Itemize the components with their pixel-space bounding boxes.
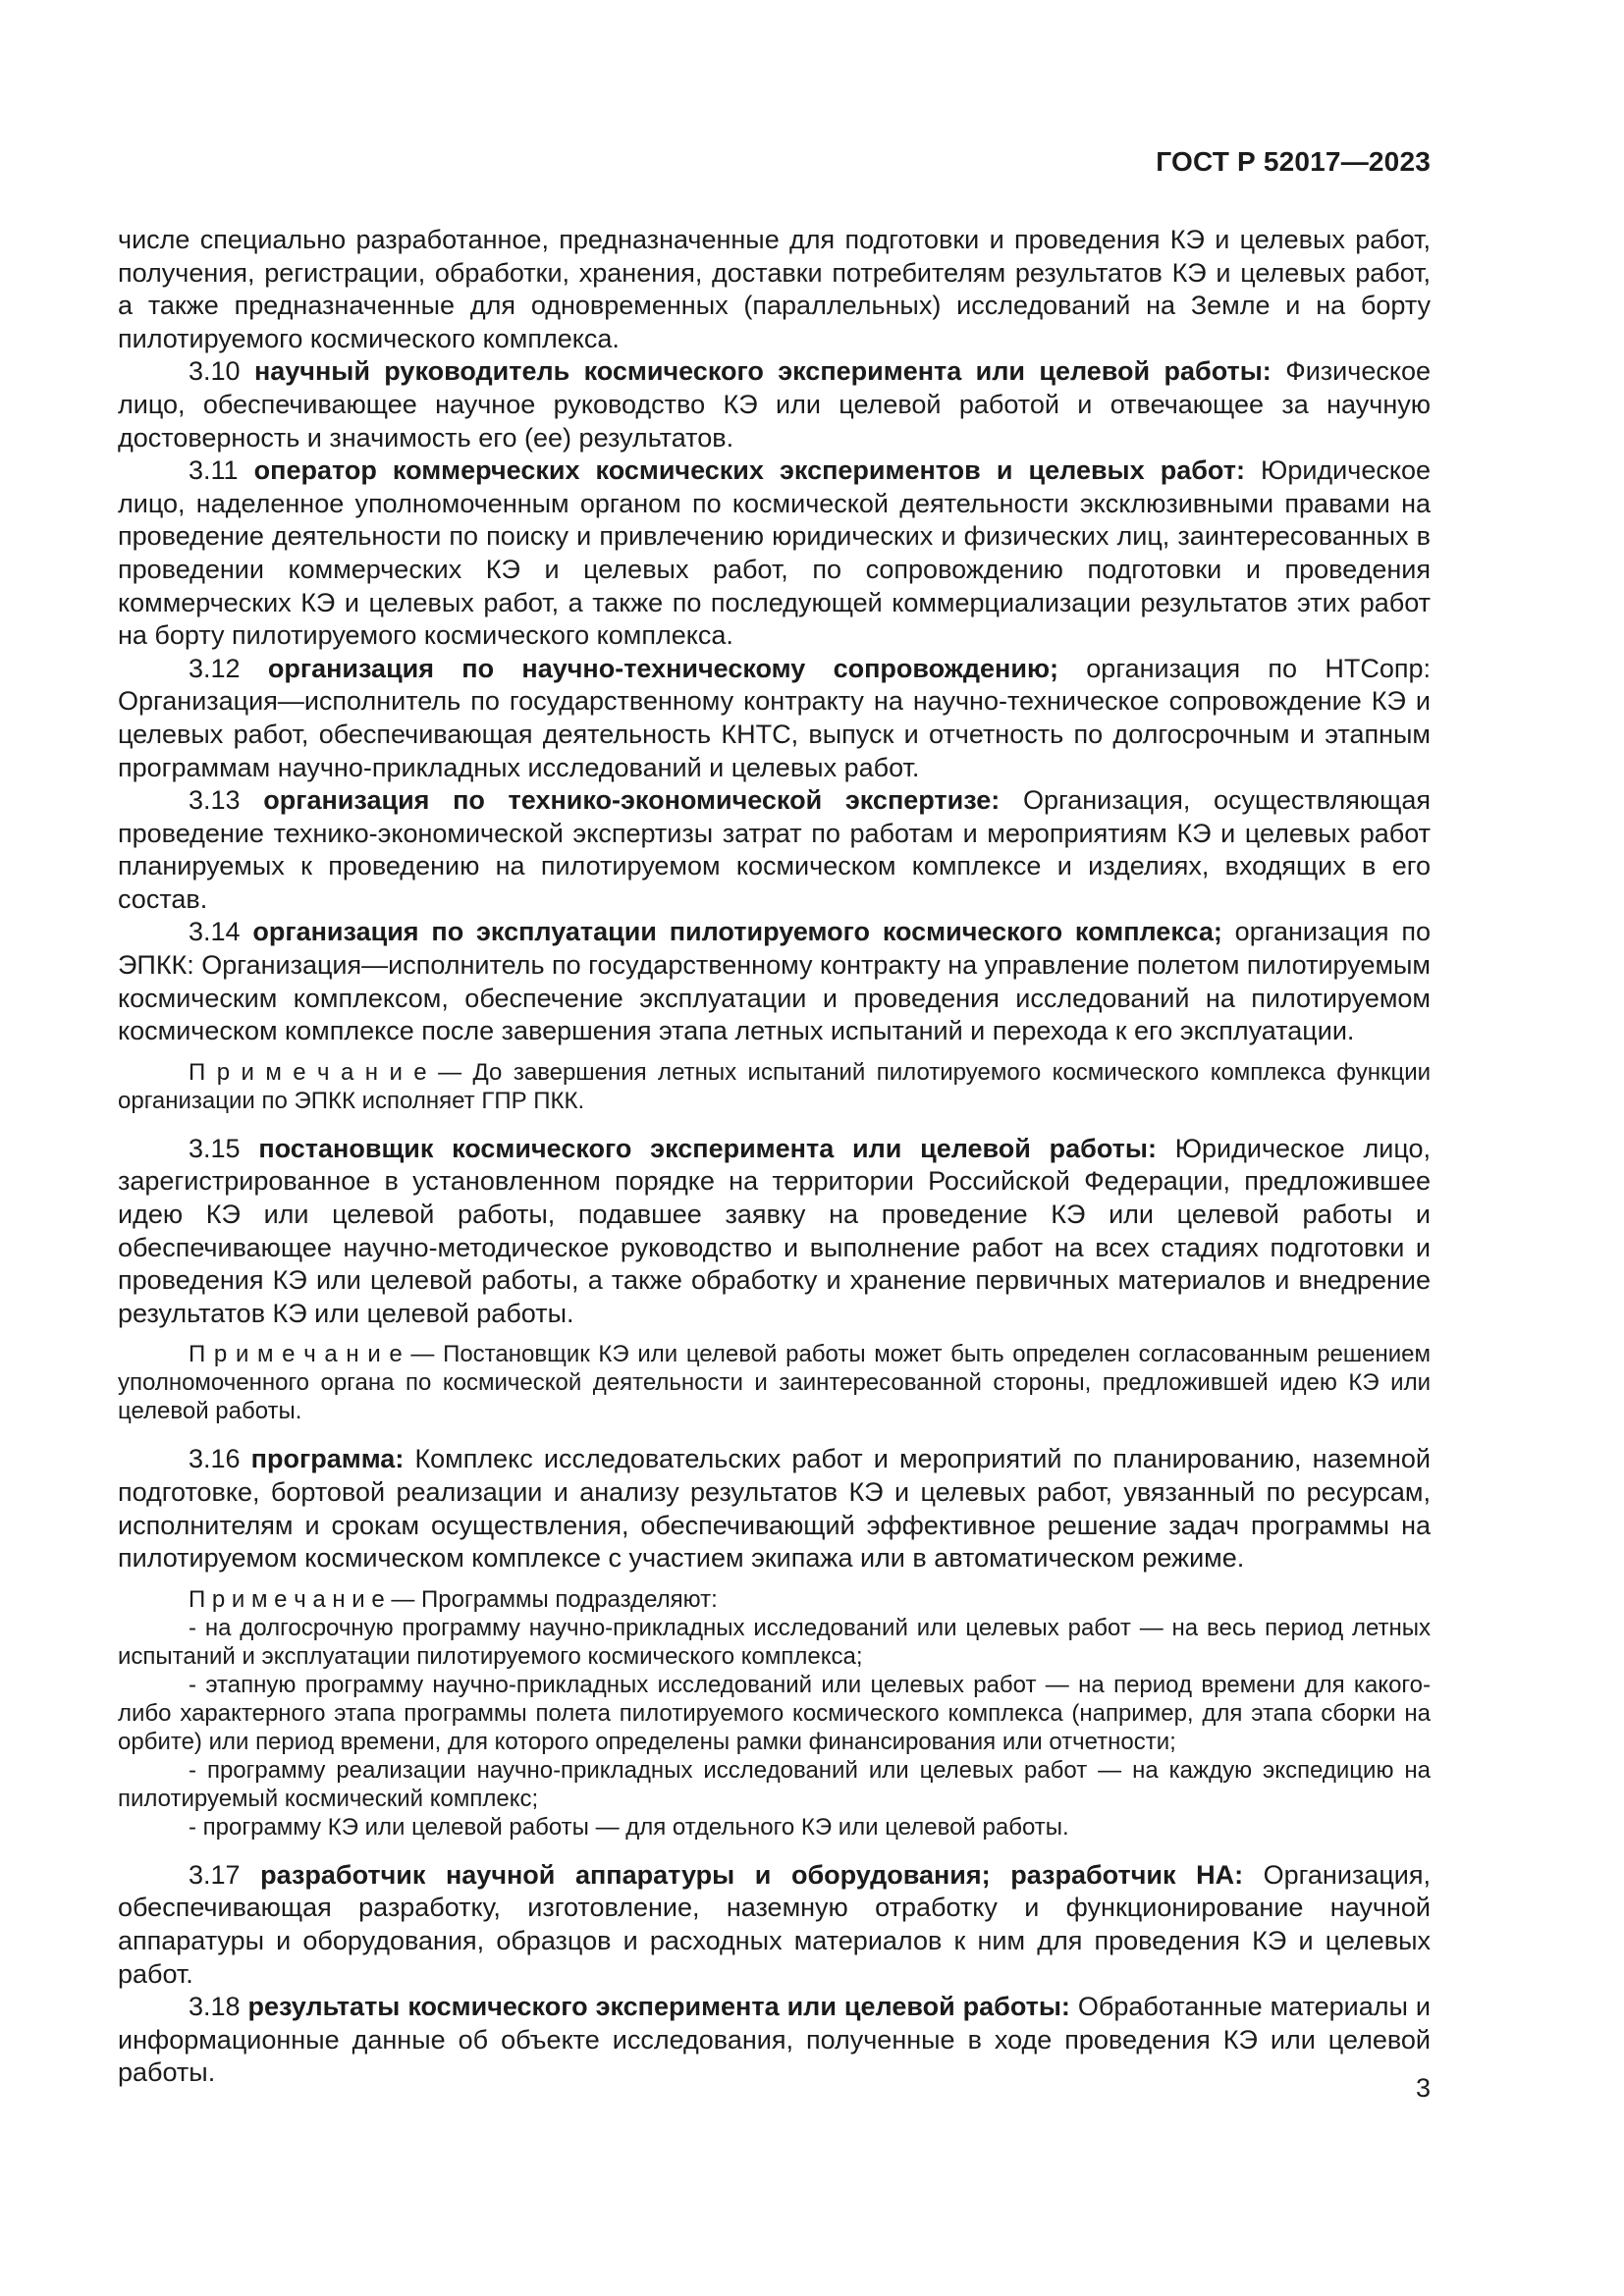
clause-3-17	[118, 1859, 1431, 1991]
continued-paragraph	[118, 224, 1431, 355]
document-content	[118, 224, 1431, 2090]
paragraph-text: Организация, обеспечивающая разработку, изготовление, наземную отработку и функционирование научной аппаратуры и оборудования, образцов и расходных материалов к ним для проведения КЭ и целевых работ.	[118, 1859, 1431, 1989]
paragraph-text: 3.17	[189, 1859, 261, 1890]
term-bold: организация по эксплуатации пилотируемого космического комплекса;	[252, 917, 1235, 947]
note-paragraph: - программу реализации научно-прикладных исследований или целевых работ — на каждую экспедицию на пилотируемый космический комплекс;	[118, 1756, 1431, 1812]
note-paragraph: П р и м е ч а н и е — Постановщик КЭ или целевой работы может быть определен согласованным решением уполномоченного органа по космической деятельности и заинтересованной стороны, предложившей идею КЭ или целевой работы.	[118, 1341, 1431, 1425]
paragraph-text: 3.11	[189, 455, 254, 486]
note-paragraph: - на долгосрочную программу научно-прикладных исследований или целевых работ — на весь период летных испытаний и эксплуатации пилотируемого космического комплекса;	[118, 1614, 1431, 1670]
clause-3-11	[118, 454, 1431, 653]
term-bold: научный руководитель космического эксперимента или целевой работы:	[253, 356, 1286, 387]
paragraph-text: Юридическое лицо, наделенное уполномоченным органом по космической деятельности эксклюзивными правами на проведение деятельности по поиску и привлечению юридических и физических лиц, заинтересованных в проведении коммерческих КЭ и целевых работ, по сопровождению подготовки и проведения коммерческих КЭ и целевых работ, а также по последующей коммерциализации результатов этих работ на борту пилотируемого космического комплекса.	[118, 455, 1431, 651]
note-3-14	[118, 1058, 1431, 1115]
paragraph-text: 3.18	[189, 1992, 248, 2022]
term-bold: результаты космического эксперимента или целевой работы:	[247, 1992, 1078, 2022]
note-paragraph: - этапную программу научно-прикладных исследований или целевых работ — на период времени для какого-либо характерного этапа программы полета пилотируемого космического комплекса (например, для этапа сборки на орбите) или период времени, для которого определены рамки финансирования или отчетности;	[118, 1671, 1431, 1755]
note-paragraph: П р и м е ч а н и е — Программы подразделяют:	[189, 1585, 718, 1613]
term-bold: разработчик научной аппаратуры и оборудования; разработчик НА:	[260, 1859, 1264, 1890]
page-number: 3	[1415, 2073, 1431, 2103]
paragraph-text: 3.13	[189, 785, 264, 816]
document-header-standard-number: ГОСТ Р 52017—2023	[1156, 146, 1431, 177]
paragraph-text: числе специально разработанное, предназначенные для подготовки и проведения КЭ и целевых работ, получения, регистрации, обработки, хранения, доставки потребителям результатов КЭ и целевых работ, а также предназначенные для одновременных (параллельных) исследований на Земле и на борту пилотируемого космического комплекса.	[118, 225, 1431, 353]
note-3-15	[118, 1340, 1431, 1425]
paragraph-text: Комплекс исследовательских работ и мероприятий по планированию, наземной подготовке, бортовой реализации и анализу результатов КЭ и целевых работ, увязанный по ресурсам, исполнителям и срокам осуществления, обеспечивающий эффективное решение задач программы на пилотируемом космическом комплексе с участием экипажа или в автоматическом режиме.	[118, 1444, 1431, 1574]
term-bold: организация по научно-техническому сопровождению;	[267, 653, 1087, 683]
clause-3-12	[118, 653, 1431, 784]
paragraph-text: организация по ЭПКК: Организация—исполнитель по государственному контракту на управление полетом пилотируемым космическим комплексом, обеспечение эксплуатации и проведения исследований на пилотируемом космическом комплексе после завершения этапа летных испытаний и перехода к его эксплуатации.	[118, 917, 1431, 1046]
clause-3-14	[118, 916, 1431, 1047]
clause-3-18	[118, 1991, 1431, 2090]
clause-3-15	[118, 1133, 1431, 1331]
paragraph-text: 3.16	[189, 1444, 251, 1474]
clause-3-10	[118, 355, 1431, 454]
paragraph-text: 3.12	[189, 653, 268, 683]
paragraph-text: 3.15	[189, 1133, 259, 1163]
paragraph-text: Юридическое лицо, зарегистрированное в установленном порядке на территории Российской Федерации, предложившее идею КЭ или целевой работы, подавшее заявку на проведение КЭ или целевой работы и обеспечивающее научно-методическое руководство и выполнение работ на всех стадиях подготовки и проведения КЭ или целевой работы, а также обработку и хранение первичных материалов и внедрение результатов КЭ или целевой работы.	[118, 1133, 1431, 1328]
clause-3-13	[118, 784, 1431, 916]
paragraph-text: Обработанные материалы и информационные данные об объекте исследования, полученные в ходе проведения КЭ или целевой работы.	[118, 1992, 1431, 2088]
note-paragraph: - программу КЭ или целевой работы — для отдельного КЭ или целевой работы.	[189, 1813, 1069, 1841]
paragraph-text: Организация, осуществляющая проведение технико-экономической экспертизы затрат по работам и мероприятиям КЭ и целевых работ планируемых к проведению на пилотируемом космическом комплексе и изделиях, входящих в его состав.	[118, 785, 1431, 914]
note-paragraph: П р и м е ч а н и е — До завершения летных испытаний пилотируемого космического комплекса функции организации по ЭПКК исполняет ГПР ПКК.	[118, 1058, 1431, 1114]
paragraph-text: Физическое лицо, обеспечивающее научное руководство КЭ или целевой работой и отвечающее за научную достоверность и значимость его (ее) результатов.	[118, 356, 1431, 453]
paragraph-text: организация по НТСопр: Организация—исполнитель по государственному контракту на научно-техническое сопровождение КЭ и целевых работ, обеспечивающая деятельность КНТС, выпуск и отчетность по долгосрочным и этапным программам научно-прикладных исследований и целевых работ.	[118, 653, 1431, 782]
clause-3-16	[118, 1443, 1431, 1575]
term-bold: постановщик космического эксперимента или целевой работы:	[258, 1133, 1175, 1163]
paragraph-text: 3.10	[189, 356, 254, 387]
paragraph-text: 3.14	[189, 917, 253, 947]
note-3-16	[118, 1585, 1431, 1842]
term-bold: оператор коммерческих космических экспериментов и целевых работ:	[253, 455, 1262, 486]
term-bold: программа:	[250, 1444, 415, 1474]
term-bold: организация по технико-экономической экспертизе:	[263, 785, 1023, 816]
